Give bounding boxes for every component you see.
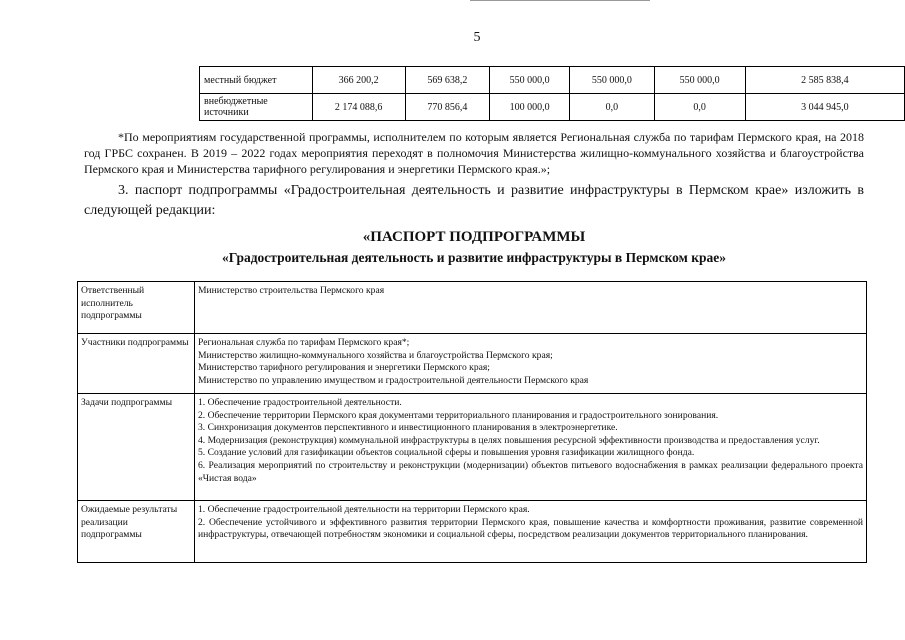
results-label: Ожидаемые результаты реализации подпрограммы xyxy=(78,501,195,563)
table-row xyxy=(200,67,905,94)
budget-cell: 100 000,0 xyxy=(490,94,570,121)
top-rule xyxy=(470,0,650,1)
participant-line: Министерство жилищно-коммунального хозяйства и благоустройства Пермского края; xyxy=(198,349,553,361)
responsible-line: Министерство строительства Пермского края xyxy=(198,285,385,296)
budget-cell: 770 856,4 xyxy=(405,94,490,121)
budget-cell: 366 200,2 xyxy=(312,67,405,94)
responsible-value xyxy=(195,282,867,334)
budget-cell-total: 2 585 838,4 xyxy=(745,67,904,94)
task-line: 3. Синхронизация документов перспективного и инвестиционного планирования в электроэнергетике. xyxy=(198,422,618,434)
table-row xyxy=(78,282,867,334)
budget-cell: 550 000,0 xyxy=(490,67,570,94)
passport-subtitle: «Градостроительная деятельность и развитие инфраструктуры в Пермском крае» xyxy=(221,250,727,265)
task-line: 4. Модернизация (реконструкция) коммунальной инфраструктуры в целях повышения ресурсной эффективности производства и предоставления услуг. xyxy=(198,434,820,446)
table-row xyxy=(200,94,905,121)
passport-table xyxy=(77,281,867,563)
participants-label: Участники подпрограммы xyxy=(78,334,195,394)
results-value xyxy=(195,501,867,563)
task-line: 2. Обеспечение территории Пермского края документами территориального планирования и градостроительного зонирования. xyxy=(198,409,719,421)
budget-cell: 550 000,0 xyxy=(654,67,745,94)
participant-line: Министерство по управлению имуществом и градостроительной деятельности Пермского края xyxy=(198,374,589,386)
budget-cell: 0,0 xyxy=(570,94,655,121)
budget-cell: 2 174 088,6 xyxy=(312,94,405,121)
passport-title: «ПАСПОРТ ПОДПРОГРАММЫ xyxy=(362,229,586,245)
table-row xyxy=(78,394,867,501)
tasks-label: Задачи подпрограммы xyxy=(78,394,195,501)
budget-cell: 550 000,0 xyxy=(570,67,655,94)
responsible-label: Ответственный исполнитель подпрограммы xyxy=(78,282,195,334)
result-line: 1. Обеспечение градостроительной деятельности на территории Пермского края. xyxy=(198,504,530,515)
task-line: 5. Создание условий для газификации объектов социальной сферы и повышения уровня газификации жилищного фонда. xyxy=(198,447,695,459)
table-row xyxy=(78,501,867,563)
budget-cell: 0,0 xyxy=(654,94,745,121)
budget-row-label: местный бюджет xyxy=(200,67,313,94)
budget-row-label: внебюджетные источники xyxy=(200,94,313,121)
budget-cell-total: 3 044 945,0 xyxy=(745,94,904,121)
participants-value xyxy=(195,334,867,394)
footnote-paragraph: *По мероприятиям государственной программы, исполнителем по которым является Региональная служба по тарифам Пермского края, на 2018 год ГРБС сохранен. В 2019 – 2022 годах мероприятия переходят в полномочия Министерства жилищно-коммунального хозяйства и благоустройства Пермского края и Министерства тарифного регулирования и энергетики Пермского края.»; xyxy=(84,130,864,176)
budget-cell: 569 638,2 xyxy=(405,67,490,94)
task-line: 1. Обеспечение градостроительной деятельности. xyxy=(198,397,402,408)
table-row xyxy=(78,334,867,394)
participant-line: Региональная служба по тарифам Пермского края*; xyxy=(198,337,410,348)
budget-table xyxy=(199,66,905,121)
task-line: 6. Реализация мероприятий по строительству и реконструкции (модернизации) объектов питьевого водоснабжения в рамках реализации федерального проекта «Чистая вода» xyxy=(198,459,863,484)
tasks-value xyxy=(195,394,867,501)
result-line: 2. Обеспечение устойчивого и эффективного развития территории Пермского края, повышение качества и комфортности проживания, развитие современной инфраструктуры, отвечающей потребностям экономики и социальной сферы, посредством реализации документов территориального планирования. xyxy=(198,516,863,541)
item-3-paragraph: 3. паспорт подпрограммы «Градостроительная деятельность и развитие инфраструктуры в Пермском крае» изложить в следующей редакции: xyxy=(84,183,864,218)
participant-line: Министерство тарифного регулирования и энергетики Пермского края; xyxy=(198,362,490,374)
page-number: 5 xyxy=(473,30,481,45)
